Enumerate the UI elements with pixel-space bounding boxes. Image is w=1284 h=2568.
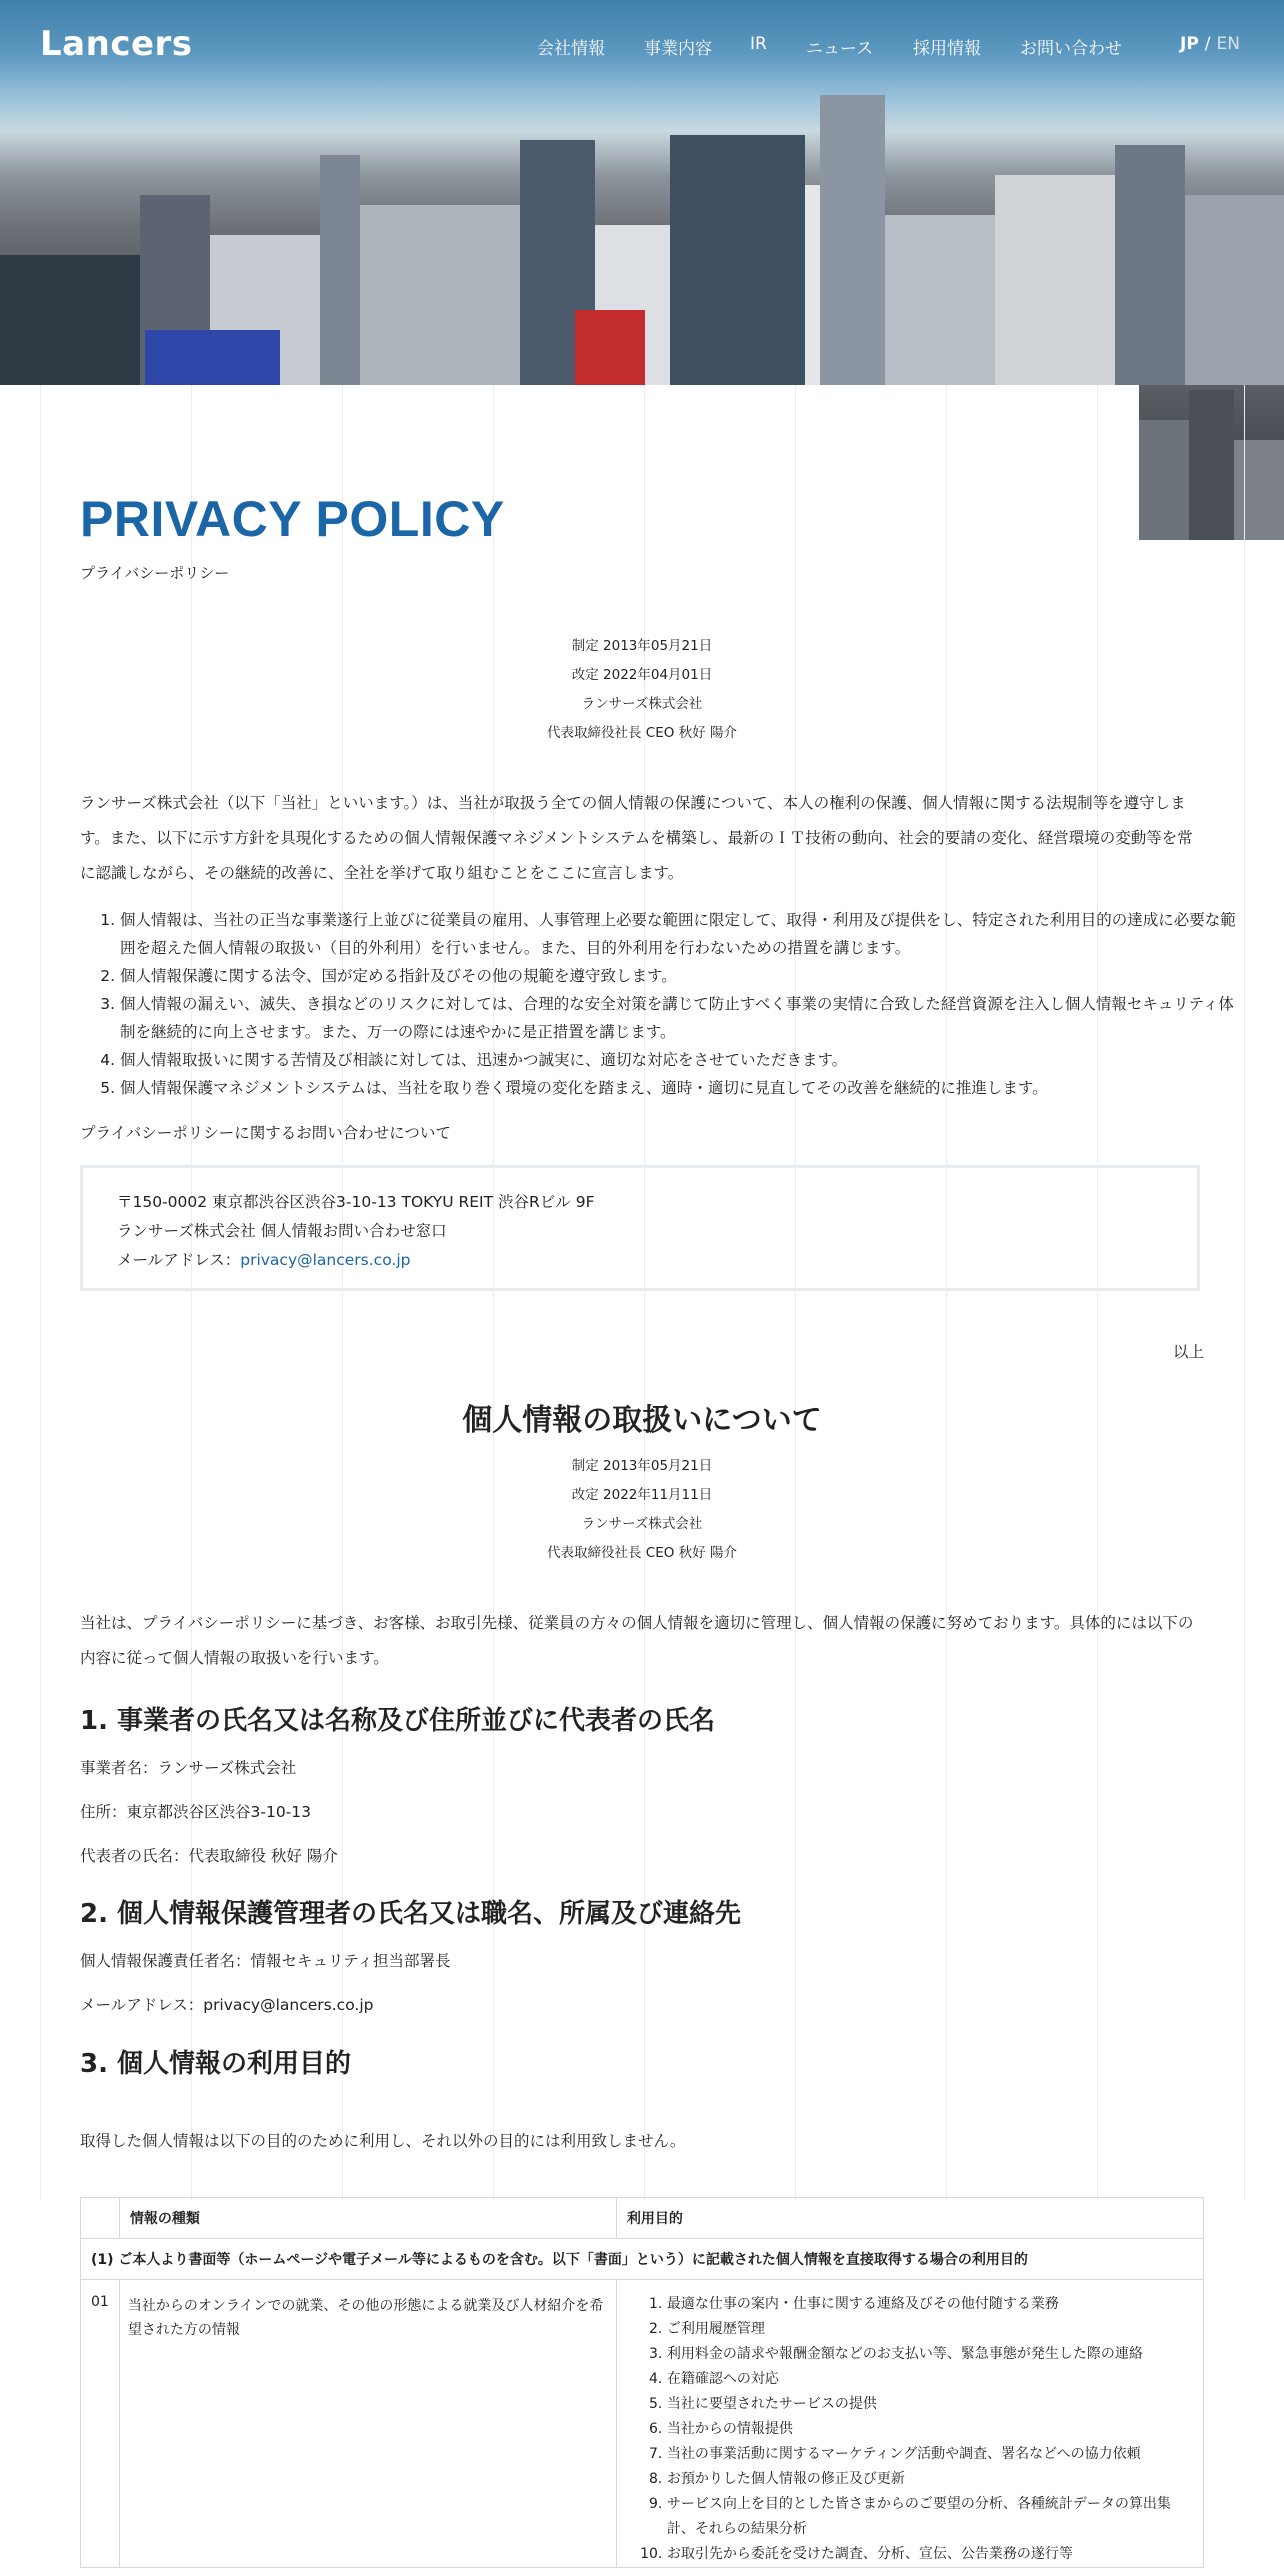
nav-news[interactable]: ニュース <box>806 39 874 59</box>
nav-company[interactable]: 会社情報 <box>537 39 605 59</box>
grid-line <box>1244 385 1245 2200</box>
contact-address: 〒150-0002 東京都渋谷区渋谷3-10-13 TOKYU REIT 渋谷Rビル 9F <box>117 1193 595 1211</box>
table-header-num <box>81 2198 120 2239</box>
page-title: PRIVACY POLICY <box>80 491 505 547</box>
table-section-row <box>81 2239 1204 2280</box>
policy-item: 5. 個人情報保護マネジメントシステムは、当社を取り巻く環境の変化を踏まえ、適時・適切に見直してその改善を継続的に推進します。 <box>120 1074 1244 1102</box>
purpose-item: 6. 当社からの情報提供 <box>667 2417 1193 2442</box>
table-header-type: 情報の種類 <box>119 2198 616 2239</box>
closing-text: 以上 <box>1172 1343 1204 1361</box>
purpose-item: 3. 利用料金の請求や報酬金額などのお支払い等、緊急事態が発生した際の連絡 <box>667 2342 1193 2367</box>
section-2-title: 2. 個人情報保護管理者の氏名又は職名、所属及び連絡先 <box>80 1899 742 1929</box>
section-3-title: 3. 個人情報の利用目的 <box>80 2049 352 2079</box>
hero-image <box>0 0 1284 385</box>
policy-list <box>80 906 1244 1102</box>
privacy-manager: 個人情報保護責任者名：情報セキュリティ担当部署長 <box>80 1952 451 1970</box>
policy-meta <box>80 632 1204 748</box>
privacy-mail: メールアドレス：privacy@lancers.co.jp <box>80 1996 374 2014</box>
purpose-item: 10. お取引先から委託を受けた調査、分析、宣伝、公告業務の遂行等 <box>667 2542 1193 2567</box>
ceo-name: 代表取締役社長 CEO 秋好 陽介 <box>547 1545 737 1561</box>
purpose-item: 8. お預かりした個人情報の修正及び更新 <box>667 2467 1193 2492</box>
purpose-item: 7. 当社の事業活動に関するマーケティング活動や調査、署名などへの協力依頼 <box>667 2442 1193 2467</box>
policy-intro: ランサーズ株式会社（以下「当社」といいます。）は、当社が取扱う全ての個人情報の保護について、本人の権利の保護、個人情報に関する法規制等を遵守します。また、以下に示す方針を具現化するための個人情報保護マネジメントシステムを構築し、最新のＩＴ技術の動向、社会的要請の変化、経営環境の変動等を常に認識しながら、その継続的改善に、全社を挙げて取り組むことをここに宣言します。 <box>80 794 1193 882</box>
business-address: 住所：東京都渋谷区渋谷3-10-13 <box>80 1803 311 1821</box>
purpose-item: 1. 最適な仕事の案内・仕事に関する連絡及びその他付随する業務 <box>667 2292 1193 2317</box>
nav-business[interactable]: 事業内容 <box>644 39 712 59</box>
purpose-table <box>80 2197 1204 2568</box>
purpose-item: 5. 当社に要望されたサービスの提供 <box>667 2392 1193 2417</box>
contact-desk: ランサーズ株式会社 個人情報お問い合わせ窓口 <box>117 1222 447 1240</box>
page-subtitle: プライバシーポリシー <box>80 564 230 582</box>
company-name: ランサーズ株式会社 <box>581 696 703 712</box>
purpose-list <box>627 2280 1193 2567</box>
table-row <box>81 2280 1204 2568</box>
contact-mail-row <box>117 1246 1163 1275</box>
handling-intro: 当社は、プライバシーポリシーに基づき、お客様、お取引先様、従業員の方々の個人情報を適切に管理し、個人情報の保護に努めております。具体的には以下の内容に従って個人情報の取扱いを行います。 <box>80 1614 1194 1667</box>
nav-ir[interactable]: IR <box>750 34 767 54</box>
purpose-item: 2. ご利用履歴管理 <box>667 2317 1193 2342</box>
lancers-logo[interactable]: Lancers <box>40 24 193 64</box>
table-section-label: (1) ご本人より書面等（ホームページや電子メール等によるものを含む。以下「書面」という）に記載された個人情報を直接取得する場合の利用目的 <box>81 2239 1204 2280</box>
contact-box <box>80 1165 1200 1291</box>
table-header-purpose: 利用目的 <box>616 2198 1203 2239</box>
contact-mail-label: メールアドレス： <box>117 1251 241 1269</box>
handling-title: 個人情報の取扱いについて <box>462 1403 822 1438</box>
ceo-name: 代表取締役社長 CEO 秋好 陽介 <box>547 725 737 741</box>
handling-meta <box>80 1452 1204 1568</box>
purpose-item: 9. サービス向上を目的とした皆さまからのご要望の分析、各種統計データの算出集計、それらの結果分析 <box>667 2492 1193 2542</box>
representative-name: 代表者の氏名：代表取締役 秋好 陽介 <box>80 1847 338 1865</box>
row-info-type: 当社からのオンラインでの就業、その他の形態による就業及び人材紹介を希望された方の情報 <box>119 2280 616 2568</box>
grid-line <box>40 385 41 2200</box>
language-switcher <box>1180 34 1240 54</box>
company-name: ランサーズ株式会社 <box>581 1516 703 1532</box>
lang-en[interactable]: EN <box>1216 34 1240 54</box>
row-number: 01 <box>81 2280 120 2568</box>
revised-date: 改定 2022年04月01日 <box>571 667 713 683</box>
policy-item: 2. 個人情報保護に関する法令、国が定める指針及びその他の規範を遵守致します。 <box>120 962 1244 990</box>
policy-item: 4. 個人情報取扱いに関する苦情及び相談に対しては、迅速かつ誠実に、適切な対応をさせていただきます。 <box>120 1046 1244 1074</box>
contact-heading: プライバシーポリシーに関するお問い合わせについて <box>80 1124 451 1142</box>
row-purposes <box>616 2280 1203 2568</box>
contact-mail-link[interactable]: privacy@lancers.co.jp <box>240 1251 411 1269</box>
nav-recruit[interactable]: 採用情報 <box>913 39 981 59</box>
lang-separator: / <box>1204 34 1211 54</box>
policy-item: 1. 個人情報は、当社の正当な事業遂行上並びに従業員の雇用、人事管理上必要な範囲に限定して、取得・利用及び提供をし、特定された利用目的の達成に必要な範囲を超えた個人情報の取扱い（目的外利用）を行いません。また、目的外利用を行わないための措置を講じます。 <box>120 906 1244 962</box>
nav-contact[interactable]: お問い合わせ <box>1020 39 1122 59</box>
section-3-intro: 取得した個人情報は以下の目的のために利用し、それ以外の目的には利用致しません。 <box>80 2132 686 2150</box>
hero-image-corner <box>1139 385 1284 540</box>
section-1-title: 1. 事業者の氏名又は名称及び住所並びに代表者の氏名 <box>80 1706 716 1736</box>
established-date: 制定 2013年05月21日 <box>571 638 713 654</box>
policy-item: 3. 個人情報の漏えい、滅失、き損などのリスクに対しては、合理的な安全対策を講じて防止すべく事業の実情に合致した経営資源を注入し個人情報セキュリティ体制を継続的に向上させます。また、万一の際には速やかに是正措置を講じます。 <box>120 990 1244 1046</box>
revised-date: 改定 2022年11月11日 <box>571 1487 713 1503</box>
lang-jp[interactable]: JP <box>1180 34 1199 54</box>
purpose-item: 4. 在籍確認への対応 <box>667 2367 1193 2392</box>
table-header <box>81 2198 1204 2239</box>
established-date: 制定 2013年05月21日 <box>571 1458 713 1474</box>
business-name: 事業者名：ランサーズ株式会社 <box>80 1759 297 1777</box>
